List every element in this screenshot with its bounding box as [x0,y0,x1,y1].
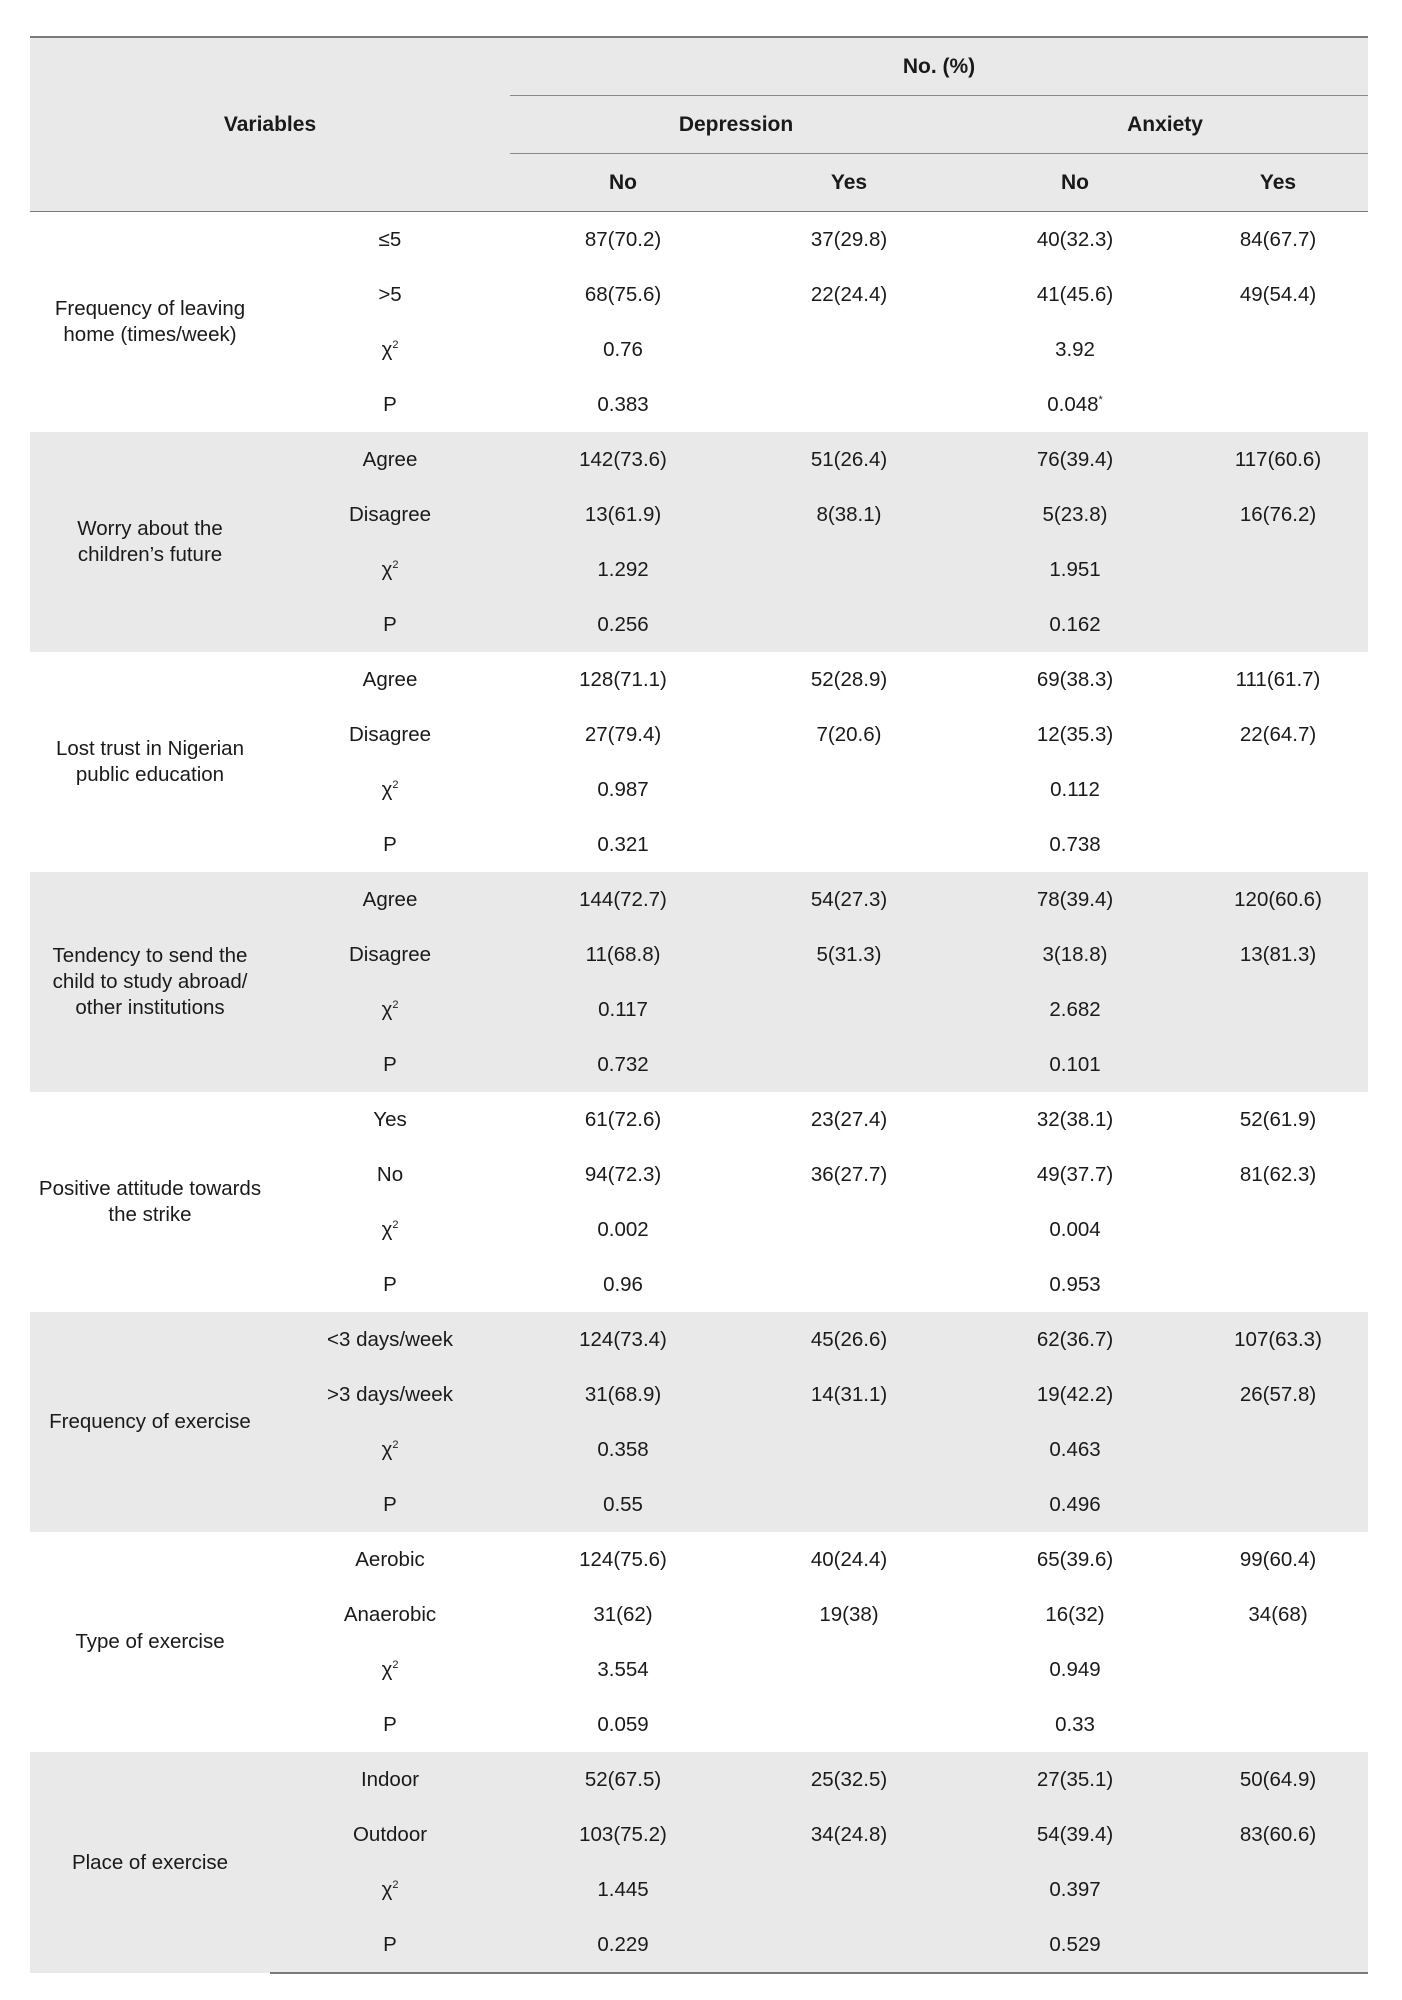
anxiety-yes-cell: 84(67.7) [1239,227,1317,251]
row-label: Disagree [348,942,432,966]
p-value-label: P [383,1052,397,1076]
p-value-anxiety-text: 0.33 [1055,1712,1095,1736]
significance-marker: * [1098,393,1103,406]
table-group [30,212,1368,433]
depression-no-cell: 124(75.6) [579,1547,667,1571]
empty-cell [1188,377,1368,432]
anxiety-no-cell: 5(23.8) [1042,502,1108,526]
depression-no-cell: 27(79.4) [584,722,662,746]
table-row [30,1092,1368,1147]
chi-square-anxiety: 2.682 [1049,997,1101,1021]
anxiety-no-cell: 27(35.1) [1036,1767,1114,1791]
row-label: >3 days/week [327,1382,453,1406]
depression-no-cell: 13(61.9) [584,502,662,526]
p-value-label: P [383,1492,397,1516]
anxiety-yes-cell: 16(76.2) [1239,502,1317,526]
chi-superscript: 2 [392,1218,399,1231]
row-label: Agree [362,447,418,471]
row-label: Agree [362,887,418,911]
chi-square-anxiety: 0.463 [1049,1437,1101,1461]
depression-yes-cell: 14(31.1) [810,1382,888,1406]
depression-yes-cell: 52(28.9) [810,667,888,691]
p-value-depression: 0.383 [597,392,649,416]
empty-cell [1188,1862,1368,1917]
chi-square-anxiety: 1.951 [1049,557,1101,581]
p-value-depression: 0.55 [603,1492,643,1516]
p-value-label: P [383,612,397,636]
empty-cell [736,1202,962,1257]
depression-no-cell: 11(68.8) [585,942,661,966]
p-value-anxiety [962,1257,1188,1312]
anxiety-yes-cell: 34(68) [1248,1602,1308,1626]
p-value-label: P [383,392,397,416]
depression-no-cell: 103(75.2) [579,1822,667,1846]
row-label: Aerobic [355,1547,425,1571]
chi-superscript: 2 [392,338,399,351]
group-label: Worry about the children’s future [77,517,223,566]
empty-cell [1188,322,1368,377]
anxiety-no-cell: 16(32) [1045,1602,1105,1626]
empty-cell [1188,542,1368,597]
row-label: Indoor [360,1767,420,1791]
empty-cell [736,1917,962,1973]
depression-yes-cell: 25(32.5) [810,1767,888,1791]
p-value-depression: 0.256 [597,612,649,636]
chi-superscript: 2 [392,778,399,791]
table-group [30,1532,1368,1752]
chi-square-depression: 0.76 [603,337,643,361]
group-label: Place of exercise [71,1850,229,1874]
row-label: <3 days/week [327,1327,453,1351]
anxiety-no-cell: 40(32.3) [1036,227,1114,251]
anxiety-yes-cell: 83(60.6) [1239,1822,1317,1846]
depression-yes-cell: 51(26.4) [810,447,888,471]
chi-square-depression: 0.987 [597,777,649,801]
table-group [30,652,1368,872]
chi-square-label [270,1862,510,1917]
chi-square-anxiety: 0.004 [1049,1217,1101,1241]
empty-cell [736,322,962,377]
anxiety-yes-cell: 52(61.9) [1239,1107,1317,1131]
table-group [30,1752,1368,1973]
p-value-anxiety-text: 0.738 [1049,832,1101,856]
empty-cell [1188,762,1368,817]
empty-cell [1188,1202,1368,1257]
anxiety-yes-cell: 50(64.9) [1239,1767,1317,1791]
chi-square-label [270,1642,510,1697]
empty-cell [1188,817,1368,872]
anxiety-yes-cell: 111(61.7) [1235,667,1321,691]
empty-cell [1188,1257,1368,1312]
p-value-anxiety-text: 0.048 [1047,392,1099,416]
empty-cell [1188,1477,1368,1532]
table-header [30,37,1368,212]
table-group [30,1092,1368,1312]
chi-square-label [270,982,510,1037]
anxiety-no-cell: 41(45.6) [1036,282,1114,306]
depression-yes-cell: 19(38) [819,1602,879,1626]
anxiety-no-cell: 19(42.2) [1036,1382,1114,1406]
chi-square-depression: 0.117 [598,997,648,1021]
p-value-anxiety-text: 0.953 [1049,1272,1101,1296]
depression-yes-cell: 45(26.6) [810,1327,888,1351]
chi-square-label [270,542,510,597]
chi-symbol: χ [381,1657,393,1681]
anxiety-yes-cell: 117(60.6) [1234,447,1322,471]
anxiety-yes-cell: 26(57.8) [1239,1382,1317,1406]
empty-cell [1188,1697,1368,1752]
p-value-anxiety [962,1917,1188,1973]
header-depression-yes: Yes [736,154,962,212]
chi-symbol: χ [381,997,393,1021]
anxiety-no-cell: 62(36.7) [1036,1327,1114,1351]
chi-square-anxiety: 0.949 [1049,1657,1101,1681]
p-value-label: P [383,1712,397,1736]
group-label: Tendency to send the child to study abroad/ other institutions [52,944,248,1019]
empty-cell [736,377,962,432]
anxiety-no-cell: 3(18.8) [1042,942,1108,966]
group-label: Positive attitude towards the strike [38,1177,262,1226]
table-row [30,1752,1368,1807]
anxiety-yes-cell: 49(54.4) [1239,282,1317,306]
empty-cell [1188,1917,1368,1973]
chi-superscript: 2 [392,998,399,1011]
table-row [30,1532,1368,1587]
anxiety-no-cell: 54(39.4) [1036,1822,1114,1846]
chi-square-label [270,1422,510,1477]
table-row [30,652,1368,707]
empty-cell [1188,597,1368,652]
p-value-anxiety-text: 0.162 [1049,612,1101,636]
row-label: Anaerobic [343,1602,437,1626]
row-label: Disagree [348,502,432,526]
chi-square-label [270,762,510,817]
p-value-depression: 0.229 [510,1917,736,1973]
row-label: Agree [362,667,418,691]
depression-yes-cell: 7(20.6) [816,722,882,746]
anxiety-yes-cell: 22(64.7) [1239,722,1317,746]
p-value-anxiety [962,597,1188,652]
empty-cell [1188,1422,1368,1477]
depression-yes-cell: 37(29.8) [810,227,888,251]
depression-yes-cell: 40(24.4) [810,1547,888,1571]
depression-yes-cell: 54(27.3) [810,887,888,911]
depression-yes-cell: 22(24.4) [810,282,888,306]
anxiety-no-cell: 78(39.4) [1036,887,1114,911]
group-label: Type of exercise [75,1630,225,1653]
table-group [30,1312,1368,1532]
chi-symbol: χ [381,1437,393,1461]
p-value-depression: 0.96 [603,1272,643,1296]
group-label: Frequency of exercise [49,1410,251,1433]
p-value-label: P [270,1917,510,1973]
depression-yes-cell: 36(27.7) [810,1162,888,1186]
chi-square-depression: 1.445 [597,1877,649,1901]
empty-cell [736,1862,962,1917]
empty-cell [736,1477,962,1532]
p-value-depression: 0.321 [597,832,649,856]
depression-yes-cell: 5(31.3) [816,942,882,966]
chi-superscript: 2 [392,1878,399,1891]
anxiety-no-cell: 12(35.3) [1036,722,1114,746]
p-value-label: P [383,1272,397,1296]
chi-superscript: 2 [392,1438,399,1451]
empty-cell [1188,1642,1368,1697]
anxiety-yes-cell: 120(60.6) [1234,887,1322,911]
depression-no-cell: 94(72.3) [584,1162,662,1186]
anxiety-yes-cell: 81(62.3) [1239,1162,1317,1186]
p-value-anxiety [962,1477,1188,1532]
chi-symbol: χ [381,557,393,581]
p-value-anxiety-text: 0.496 [1049,1492,1101,1516]
row-label: Outdoor [352,1822,428,1846]
header-anxiety-yes: Yes [1188,154,1368,212]
table-row [30,212,1368,268]
p-value-anxiety [962,1037,1188,1092]
empty-cell [736,542,962,597]
empty-cell [736,597,962,652]
results-table [30,36,1368,1974]
table-row [30,872,1368,927]
chi-square-depression: 0.002 [597,1217,649,1241]
chi-square-anxiety: 3.92 [1055,337,1095,361]
group-label: Frequency of leaving home (times/week) [54,297,246,346]
anxiety-no-cell: 32(38.1) [1036,1107,1114,1131]
anxiety-yes-cell: 99(60.4) [1239,1547,1317,1571]
chi-square-depression: 0.358 [597,1437,649,1461]
header-depression: Depression [510,96,962,154]
header-variables: Variables [30,37,510,212]
depression-no-cell: 124(73.4) [579,1327,667,1351]
empty-cell [1188,982,1368,1037]
depression-yes-cell: 23(27.4) [810,1107,888,1131]
header-depression-no: No [510,154,736,212]
table-group [30,872,1368,1092]
anxiety-yes-cell: 13(81.3) [1239,942,1317,966]
table-row [30,432,1368,487]
chi-square-anxiety: 0.397 [1049,1877,1101,1901]
depression-no-cell: 87(70.2) [584,227,662,251]
depression-no-cell: 142(73.6) [579,447,667,471]
chi-square-depression: 1.292 [597,557,649,581]
chi-symbol: χ [381,1217,393,1241]
header-anxiety-no: No [962,154,1188,212]
chi-superscript: 2 [392,1658,399,1671]
empty-cell [736,817,962,872]
chi-symbol: χ [381,1877,393,1901]
table-row [30,1312,1368,1367]
p-value-anxiety-text: 0.101 [1049,1052,1101,1076]
anxiety-no-cell: 65(39.6) [1036,1547,1114,1571]
row-label: >5 [378,282,402,306]
chi-square-label [270,322,510,377]
chi-square-anxiety: 0.112 [1050,777,1100,801]
row-label: Disagree [348,722,432,746]
p-value-anxiety [962,377,1188,432]
depression-no-cell: 128(71.1) [579,667,667,691]
empty-cell [736,762,962,817]
empty-cell [736,1422,962,1477]
header-anxiety: Anxiety [962,96,1368,154]
p-value-anxiety [962,817,1188,872]
empty-cell [736,1642,962,1697]
chi-square-label [270,1202,510,1257]
p-value-depression: 0.732 [597,1052,649,1076]
empty-cell [736,1257,962,1312]
empty-cell [736,1697,962,1752]
row-label: ≤5 [378,227,402,251]
chi-symbol: χ [381,777,393,801]
p-value-anxiety [962,1697,1188,1752]
depression-no-cell: 52(67.5) [584,1767,662,1791]
depression-no-cell: 144(72.7) [579,887,667,911]
depression-yes-cell: 8(38.1) [816,502,882,526]
depression-no-cell: 61(72.6) [584,1107,662,1131]
chi-superscript: 2 [392,558,399,571]
p-value-depression: 0.059 [597,1712,649,1736]
empty-cell [736,1037,962,1092]
chi-symbol: χ [381,337,393,361]
p-value-anxiety-text: 0.529 [1049,1932,1101,1956]
table-group [30,432,1368,652]
row-label: Yes [373,1107,407,1131]
p-value-label: P [383,832,397,856]
depression-yes-cell: 34(24.8) [810,1822,888,1846]
chi-square-depression: 3.554 [597,1657,649,1681]
empty-cell [1188,1037,1368,1092]
depression-no-cell: 68(75.6) [584,282,662,306]
table-container [30,36,1368,1974]
anxiety-no-cell: 76(39.4) [1036,447,1114,471]
depression-no-cell: 31(68.9) [584,1382,662,1406]
depression-no-cell: 31(62) [593,1602,653,1626]
anxiety-no-cell: 49(37.7) [1036,1162,1114,1186]
empty-cell [736,982,962,1037]
group-label: Lost trust in Nigerian public education [55,737,244,786]
anxiety-no-cell: 69(38.3) [1036,667,1114,691]
anxiety-yes-cell: 107(63.3) [1234,1327,1322,1351]
row-label: No [376,1162,404,1186]
header-no-pct: No. (%) [510,37,1368,96]
